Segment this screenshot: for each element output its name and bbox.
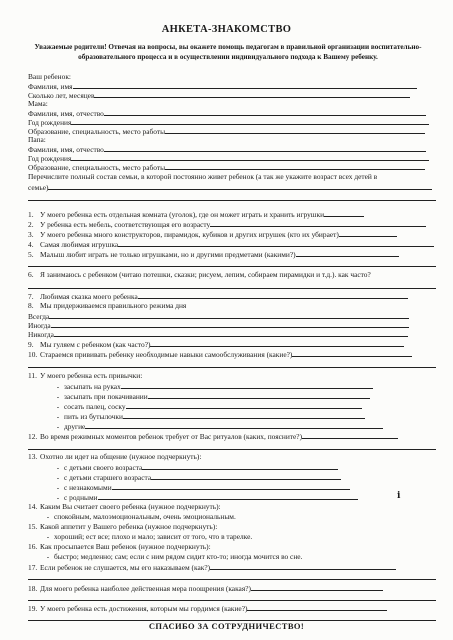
family-composition-row-2 [28,193,438,203]
bullet-dash: - [56,412,60,421]
question-text: У моего ребенка есть отдельная комната (уголок), где он может играть и хранить игрушки [40,210,325,219]
question-text: Мы гуляем с ребенком (как часто?) [40,340,151,349]
question-18 [28,583,438,593]
question-text: Любимая сказка моего ребенка [40,292,138,301]
question-text: У моего ребенка есть достижения, которым мы гордимся (какие?) [40,604,248,613]
question-number: 5. [28,250,34,259]
question-13 [28,452,438,461]
answer-field[interactable] [28,360,436,368]
bullet-dash: - [56,422,60,431]
question-7 [28,291,438,301]
question-text: Охотно ли идет на общение (нужное подчеркнуть): [40,452,202,461]
child-age-label: Сколько лет, месяцев [28,91,95,100]
option-text: сосать палец, соску [64,402,126,411]
mother-header: Мама: [28,99,48,108]
q8-never-label: Никогда [28,330,54,339]
option-text: засыпать при покачивании [64,392,148,401]
bullet-dash: - [56,493,60,502]
father-header: Папа: [28,135,46,144]
question-16 [28,542,438,551]
bullet-dash: - [56,483,60,492]
question-text: Каким Вы считает своего ребенка (нужное подчеркнуть): [40,502,221,511]
q13-option [52,492,453,502]
father-birth-field[interactable] [71,153,429,161]
answer-field[interactable] [112,482,350,490]
option-text: с детьми своего возраста [64,463,143,472]
q13-option [52,472,453,482]
question-number: 15. [28,522,38,531]
question-14 [28,502,438,511]
answer-field[interactable] [339,229,397,237]
answer-field[interactable] [247,603,387,611]
question-number: 3. [28,230,34,239]
question-4 [28,239,438,249]
answer-options[interactable]: спокойным, малоэмоциональным, очень эмоциональным. [54,512,236,521]
answer-field[interactable] [28,572,436,580]
question-number: 11. [28,371,37,380]
option-text: с незнакомыми [64,483,112,492]
mother-birth-field[interactable] [71,117,429,125]
question-number: 4. [28,240,34,249]
question-6-row-2 [28,281,438,291]
question-10 [28,349,438,359]
option-text: с родными [64,493,98,502]
answer-field[interactable] [142,462,338,470]
answer-field[interactable] [28,613,436,621]
family-composition-field-2[interactable] [28,193,436,201]
question-text: Самая любимая игрушка [40,240,119,249]
question-12 [28,431,438,441]
bullet-dash: - [46,552,50,561]
question-text: Я занимаюсь с ребенком (читаю потешки, сказки; рисуем, лепим, собираем пирамидки и т.д.). как часто? [40,270,371,279]
answer-field[interactable] [210,562,396,570]
mother-birth-label: Год рождения [28,118,72,127]
q11-option [52,421,453,431]
thank-you-footer: СПАСИБО ЗА СОТРУДНИЧЕСТВО! [148,621,305,631]
question-text: Во время режимных моментов ребенок требует от Вас ритуалов (каких, поясните?) [40,432,303,441]
question-18-row-2 [28,593,438,603]
question-6 [28,270,438,279]
mother-name-field[interactable] [104,108,426,116]
question-text: Как просыпается Ваш ребенок (нужное подчеркнуть): [40,542,211,551]
bullet-dash: - [56,392,60,401]
answer-field[interactable] [148,391,370,399]
child-age-field[interactable] [94,90,410,98]
question-11 [28,371,438,380]
answer-field[interactable] [150,339,404,347]
question-number: 16. [28,542,38,551]
intro-text: Уважаемые родители! Отвечая на вопросы, вы окажете помощь педагогам в правильной организации воспитательно-образовательного процесса и в осуществлении индивидуального подхода к Вашему ребенку. [34,43,422,61]
answer-options[interactable]: хороший; ест все; плохо и мало; зависит от того, что в тарелке. [54,532,253,541]
question-10-row-2 [28,360,438,370]
q15-answer [42,532,452,541]
question-number: 13. [28,452,38,461]
father-education-label: Образование, специальность, место работы [28,163,166,172]
question-text: Если ребенок не слушается, мы его наказываем (как?) [40,563,211,572]
q11-option [52,381,453,391]
mother-education-field[interactable] [165,126,425,134]
question-text: У моего ребенка много конструкторов, пирамидок, кубиков и других игрушек (кто их убирает) [40,230,339,239]
answer-field[interactable] [28,281,436,289]
family-composition-label: Перечислите полный состав семьи, в которой постоянно живет ребенок (а так же укажите возраст всех детей в [28,172,378,181]
question-17 [28,562,438,572]
child-header: Ваш ребенок: [28,72,71,81]
option-text: другие [64,422,86,431]
answer-field[interactable] [28,442,436,450]
question-19 [28,603,438,613]
pen-mark: ⅰ [397,490,401,500]
answer-field[interactable] [123,411,365,419]
bullet-dash: - [46,512,50,521]
question-text: Малыш любит играть не только игрушками, но и другими предметами (какими?) [40,250,296,259]
question-number: 17. [28,563,38,572]
option-text: пить из бутылочки [64,412,123,421]
question-9 [28,339,438,349]
q13-option [52,462,453,472]
question-15 [28,522,438,531]
question-1 [28,209,438,219]
option-text: засыпать на руках [64,382,121,391]
family-composition-row [28,182,438,192]
family-composition-label-cont: семье) [28,183,49,192]
answer-field[interactable] [54,329,408,337]
child-surname-field[interactable] [73,81,417,89]
question-number: 7. [28,292,34,301]
bullet-dash: - [46,532,50,541]
question-number: 18. [28,584,38,593]
answer-field[interactable] [118,239,434,247]
answer-field[interactable] [292,349,412,357]
father-education-field[interactable] [165,162,425,170]
question-text: У моего ребенка есть привычки: [40,371,143,380]
answer-field[interactable] [151,472,341,480]
father-education-row [28,162,438,172]
q13-option [52,482,453,492]
question-8 [28,301,438,310]
bullet-dash: - [56,463,60,472]
answer-field[interactable] [302,431,398,439]
answer-field[interactable] [251,583,383,591]
question-number: 2. [28,220,34,229]
answer-field[interactable] [51,320,409,328]
answer-field[interactable] [126,401,362,409]
answer-field[interactable] [85,421,383,429]
answer-field[interactable] [28,259,436,267]
q8-always-label: Всегда [28,312,50,321]
question-2 [28,219,438,229]
option-text: с детьми старшего возраста [64,473,152,482]
q8-sometimes-label: Иногда [28,321,51,330]
question-3 [28,229,438,239]
answer-field[interactable] [121,381,373,389]
question-text: Стараемся прививать ребенку необходимые навыки самообслуживания (какие?) [40,350,293,359]
question-number: 8. [28,301,34,310]
q11-option [52,411,453,421]
question-number: 6. [28,270,34,279]
answer-field[interactable] [49,311,409,319]
answer-field[interactable] [210,219,426,227]
question-17-row-2 [28,572,438,582]
question-number: 14. [28,502,38,511]
question-12-row-2 [28,442,438,452]
question-text: Какой аппетит у Вашего ребенка (нужное подчеркнуть): [40,522,218,531]
q8-never-row [28,329,438,339]
q14-answer [42,512,452,521]
child-surname-label: Фамилия, имя [28,82,73,91]
q16-answer [42,552,452,561]
question-number: 10. [28,350,38,359]
bullet-dash: - [56,382,60,391]
question-text: У ребенка есть мебель, соответствующая его возрасту [40,220,211,229]
bullet-dash: - [56,473,60,482]
q11-option [52,391,453,401]
answer-field[interactable] [98,492,358,500]
father-name-label: Фамилия, имя, отчество [28,145,104,154]
father-name-field[interactable] [104,144,426,152]
mother-name-label: Фамилия, имя, отчество [28,109,104,118]
question-number: 19. [28,604,38,613]
answer-options[interactable]: быстро; медленно; сам; если с ним рядом сидит кто-то; иногда мочится во сне. [54,552,303,561]
answer-field[interactable] [324,209,364,217]
answer-field[interactable] [138,291,408,299]
answer-field[interactable] [28,593,436,601]
question-text: Для моего ребенка наиболее действенная мера поощрения (какая?) [40,584,251,593]
question-number: 1. [28,210,34,219]
question-number: 9. [28,340,34,349]
question-5-row-2 [28,259,438,269]
family-composition-field[interactable] [48,182,432,190]
question-5 [28,249,438,259]
q11-option [52,401,453,411]
question-number: 12. [28,432,38,441]
question-text: Мы придерживаемся правильного режима дня [40,301,187,310]
page-title: АНКЕТА-ЗНАКОМСТВО [161,24,292,35]
mother-education-label: Образование, специальность, место работы [28,127,166,136]
bullet-dash: - [56,402,60,411]
father-birth-label: Год рождения [28,154,72,163]
answer-field[interactable] [296,249,399,257]
